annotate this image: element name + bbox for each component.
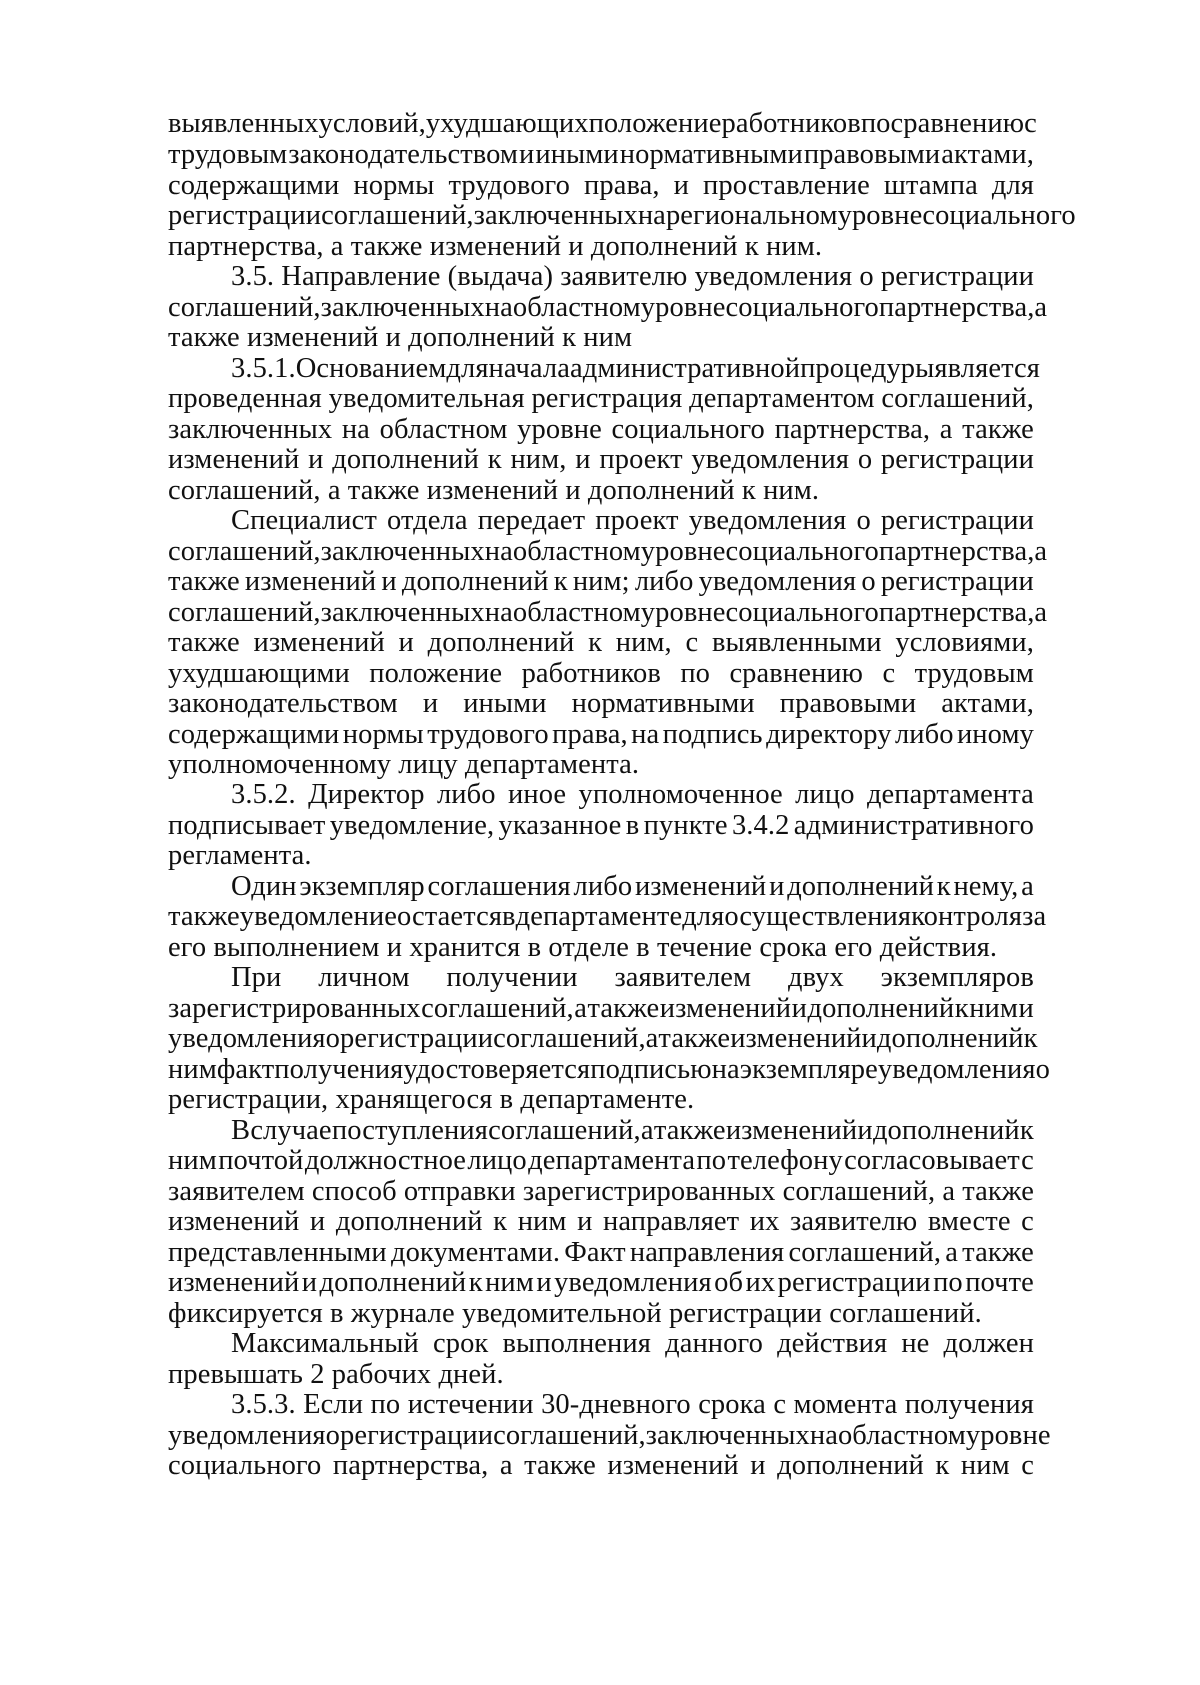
text-line: содержащими нормы трудового права, на подпись директору либо иному	[168, 719, 1034, 750]
text-line: представленными документами. Факт направления соглашений, а также	[168, 1237, 1034, 1268]
text-line: изменений и дополнений к ним и направляет их заявителю вместе с	[168, 1206, 1034, 1237]
text-line: Максимальный срок выполнения данного действия не должен	[231, 1328, 1034, 1359]
text-line: подписывает уведомление, указанное в пункте 3.4.2 административного	[168, 810, 1034, 841]
text-line: выявленных условий, ухудшающих положение работников по сравнению с	[168, 108, 1037, 139]
text-line: его выполнением и хранится в отделе в течение срока его действия.	[168, 932, 998, 963]
text-line: изменений и дополнений к ним, и проект уведомления о регистрации	[168, 444, 1034, 475]
text-line: законодательством и иными нормативными правовыми актами,	[168, 688, 1034, 719]
text-line: ухудшающими положение работников по сравнению с трудовым	[168, 658, 1034, 689]
text-line: изменений и дополнений к ним и уведомления об их регистрации по почте	[168, 1267, 1034, 1298]
text-line: 3.5.2. Директор либо иное уполномоченное лицо департамента	[231, 779, 1034, 810]
text-line: соглашений, заключенных на областном уровне социального партнерства, а	[168, 292, 1048, 323]
text-line: заявителем способ отправки зарегистрированных соглашений, а также	[168, 1176, 1034, 1207]
text-line: соглашений, заключенных на областном уровне социального партнерства, а	[168, 536, 1048, 567]
text-line: ним факт получения удостоверяется подписью на экземпляре уведомления о	[168, 1054, 1050, 1085]
text-line: фиксируется в журнале уведомительной регистрации соглашений.	[168, 1298, 982, 1329]
text-line: уведомления о регистрации соглашений, а также изменений и дополнений к	[168, 1023, 1038, 1054]
text-line: соглашений, а также изменений и дополнений к ним.	[168, 475, 820, 506]
text-line: регистрации, хранящегося в департаменте.	[168, 1084, 695, 1115]
text-line: содержащими нормы трудового права, и проставление штампа для	[168, 170, 1034, 201]
text-line: трудовым законодательством и иными нормативными правовыми актами,	[168, 139, 1034, 170]
text-line: регистрации соглашений, заключенных на региональном уровне социального	[168, 200, 1076, 231]
text-line: уведомления о регистрации соглашений, заключенных на областном уровне	[168, 1420, 1051, 1451]
text-line: превышать 2 рабочих дней.	[168, 1359, 504, 1390]
text-line: ним почтой должностное лицо департамента по телефону согласовывает с	[168, 1145, 1034, 1176]
text-line: 3.5.3. Если по истечении 30-дневного срока с момента получения	[231, 1389, 1034, 1420]
text-line: социального партнерства, а также изменений и дополнений к ним с	[168, 1450, 1034, 1481]
text-line: регламента.	[168, 840, 312, 871]
text-line: соглашений, заключенных на областном уровне социального партнерства, а	[168, 597, 1048, 628]
text-line: проведенная уведомительная регистрация департаментом соглашений,	[168, 383, 1034, 414]
text-line: Один экземпляр соглашения либо изменений и дополнений к нему, а	[231, 871, 1034, 902]
text-line: также изменений и дополнений к ним; либо уведомления о регистрации	[168, 566, 1034, 597]
text-line: заключенных на областном уровне социального партнерства, а также	[168, 414, 1034, 445]
text-line: При личном получении заявителем двух экземпляров	[231, 962, 1034, 993]
text-line: также изменений и дополнений к ним, с выявленными условиями,	[168, 627, 1034, 658]
text-line: уполномоченному лицу департамента.	[168, 749, 640, 780]
text-line: зарегистрированных соглашений, а также изменений и дополнений к ним и	[168, 993, 1034, 1024]
text-line: также изменений и дополнений к ним	[168, 322, 633, 353]
text-line: Специалист отдела передает проект уведомления о регистрации	[231, 505, 1034, 536]
text-line: 3.5.1. Основанием для начала административной процедуры является	[231, 353, 1040, 384]
text-line: также уведомление остается в департаменте для осуществления контроля за	[168, 901, 1047, 932]
text-line: партнерства, а также изменений и дополнений к ним.	[168, 231, 823, 262]
text-line: В случае поступления соглашений, а также изменений и дополнений к	[231, 1115, 1034, 1146]
text-line: 3.5. Направление (выдача) заявителю уведомления о регистрации	[231, 261, 1034, 292]
